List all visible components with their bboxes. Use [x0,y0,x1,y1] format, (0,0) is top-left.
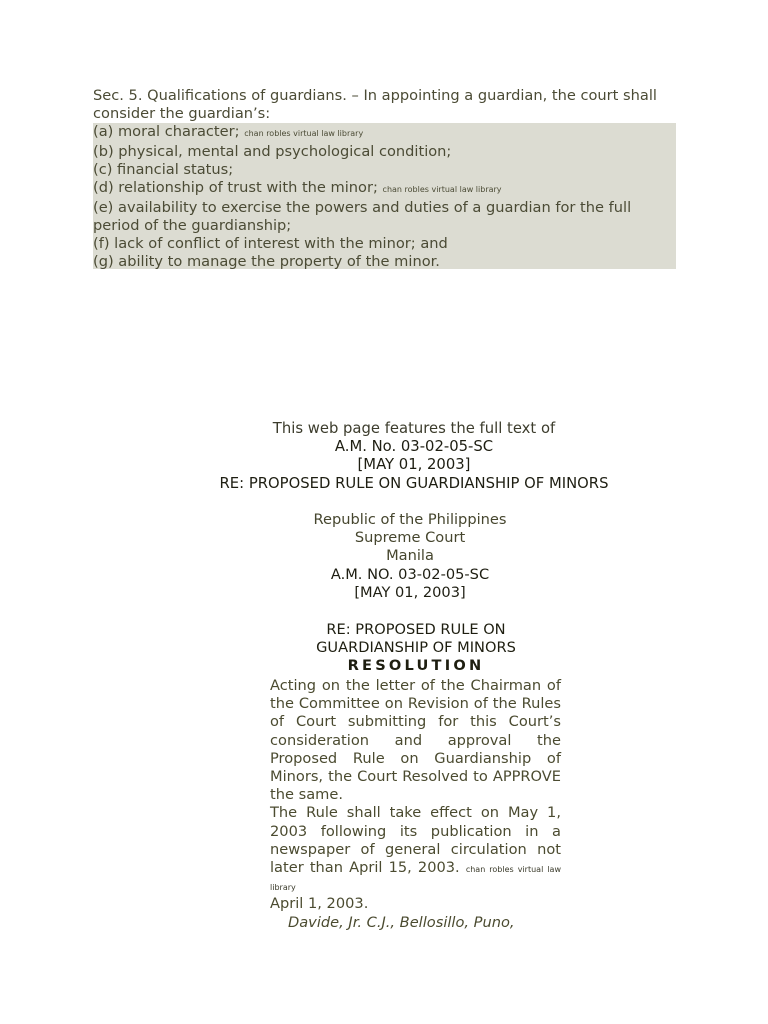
feature-line: This web page features the full text of [272,420,556,437]
library-note: chan robles virtual law library [382,185,502,194]
library-note: chan robles virtual law library [270,865,561,893]
qualification-text: (a) moral character; [93,123,240,140]
republic-line: Republic of the Philippines [313,511,507,528]
rule-heading [216,621,616,676]
rule-heading-line1: RE: PROPOSED RULE ON [326,621,506,638]
qualification-item-a [93,123,676,143]
resolution-heading: RESOLUTION [347,657,485,675]
header-date: [MAY 01, 2003] [357,456,471,474]
qualification-text: (e) availability to exercise the powers and duties of a guardian for the full period of the guardianship; [93,199,632,234]
body-paragraph-1: Acting on the letter of the Chairman of the Committee on Revision of the Rules of Court submitting for this Court’s consideration and approval the Proposed Rule on Guardianship of Minors, the Court Resolved to APPROVE the same. [270,677,561,804]
court-block [160,511,660,602]
header-title: RE: PROPOSED RULE ON GUARDIANSHIP OF MINORS [219,474,609,492]
page-header [114,420,714,493]
resolution-body [270,677,561,932]
qualification-item-b [93,143,676,161]
qualification-text: (d) relationship of trust with the minor; [93,179,378,196]
section-5-qualifications [93,87,676,269]
library-note: chan robles virtual law library [244,129,364,138]
rule-heading-line2: GUARDIANSHIP OF MINORS [316,639,516,657]
qualification-text: (c) financial status; [93,161,234,178]
qualification-item-e [93,199,676,235]
court-am-number: A.M. NO. 03-02-05-SC [330,565,490,583]
qualification-item-g [93,253,676,271]
city-line: Manila [386,547,434,565]
qualification-text: (b) physical, mental and psychological condition; [93,143,452,160]
qualification-text: (f) lack of conflict of interest with the minor; and [93,235,448,252]
court-date: [MAY 01, 2003] [354,583,466,601]
supreme-court-line: Supreme Court [354,529,466,547]
qualification-item-d [93,179,676,199]
header-am-number: A.M. No. 03-02-05-SC [334,438,494,456]
body-paragraph-2 [270,804,561,895]
qualification-item-f [93,235,676,253]
signatories: Davide, Jr. C.J., Bellosillo, Puno, [288,913,515,931]
qualifications-list [93,123,676,269]
qualification-text: (g) ability to manage the property of the minor. [93,253,440,270]
body-paragraph-2-text: The Rule shall take effect on May 1, 2003 following its publication in a newspaper of general circulation not later than April 15, 2003. [270,804,561,877]
section-5-intro: Sec. 5. Qualifications of guardians. – In appointing a guardian, the court shall consider the guardian’s: [93,87,657,122]
qualification-item-c [93,161,676,179]
date-line: April 1, 2003. [270,895,369,913]
